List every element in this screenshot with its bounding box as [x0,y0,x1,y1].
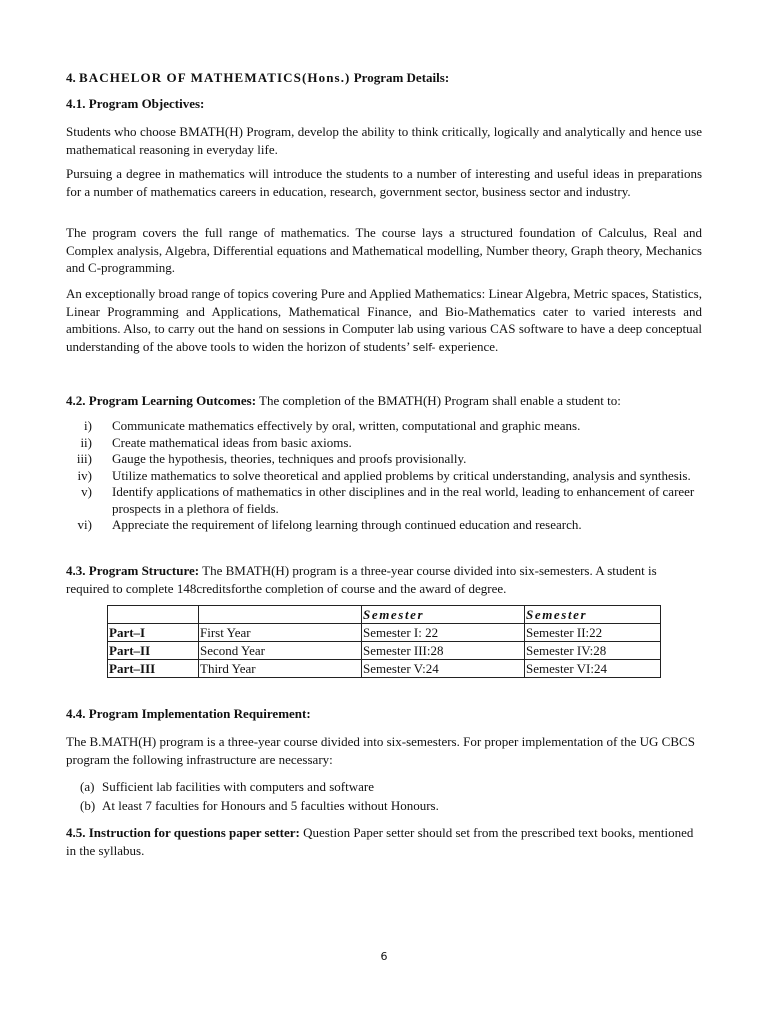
list-item: (b) At least 7 faculties for Honours and 5 faculties without Honours. [80,798,439,813]
list-item: iv) Utilize mathematics to solve theoretical and applied problems by critical understanding, analysis and synthesis. [77,467,691,483]
list-item: vi) Appreciate the requirement of lifelong learning through continued education and research. [77,517,582,532]
heading-suffix: Program Details: [350,70,450,85]
structure-paragraph: 4.3. Program Structure: The BMATH(H) program is a three-year course divided into six-semesters. A student is required to complete 148creditsforthe completion of course and the award of degree. [66,563,657,596]
table-row: Part–III Third Year Semester V:24 Semester VI:24 [108,660,661,678]
instruction-paragraph: 4.5. Instruction for questions paper setter: Question Paper setter should set from the prescribed text books, mentioned in the syllabus. [66,825,694,858]
heading-number: 4. [66,70,79,85]
list-item: ii) Create mathematical ideas from basic axioms. [80,434,352,450]
list-item: v) Identify applications of mathematics in other disciplines and in the real world, leading to enhancement of career prospects in a plethora of fields. [81,484,695,516]
list-item: iii) Gauge the hypothesis, theories, techniques and proofs provisionally. [76,451,467,466]
implementation-paragraph: The B.MATH(H) program is a three-year course divided into six-semesters. For proper implementation of the UG CBCS program the following infrastructure are necessary: [66,734,695,767]
implementation-title: 4.4. Program Implementation Requirement: [66,706,311,721]
outcomes-heading: 4.2. Program Learning Outcomes: The completion of the BMATH(H) Program shall enable a student to: [66,393,621,408]
objectives-paragraph-4: An exceptionally broad range of topics covering Pure and Applied Mathematics: Linear Algebra, Metric spaces, Statistics, Linear Programming and Applications, Mathematical Finance, and Bio-Mathematics cater to varied interests and ambitions. Also, to carry out the hand on sessions in Computer lab using various CAS software to have a deep conceptual understanding of the above tools to widen the horizon of students’ self- experience. [66,286,702,354]
program-structure-table [107,605,661,678]
table-row: Part–I First Year Semester I: 22 Semester II:22 [108,624,661,642]
implementation-list [80,777,439,815]
page-number: 6 [380,950,388,963]
heading-program-name: BACHELOR OF MATHEMATICS(Hons.) [79,70,351,85]
list-item: (a) Sufficient lab facilities with computers and software [80,779,374,794]
list-item: i) Communicate mathematics effectively by oral, written, computational and graphic means. [84,418,581,433]
table-row: Part–II Second Year Semester III:28 Semester IV:28 [108,642,661,660]
objectives-title: 4.1. Program Objectives: [66,96,205,111]
outcomes-list [66,418,702,534]
objectives-paragraph-3: The program covers the full range of mathematics. The course lays a structured foundation of Calculus, Real and Complex analysis, Algebra, Differential equations and Mathematical modelling, Number theory, Graph theory, Mechanics and C-programming. [66,225,702,275]
objectives-paragraph-2: Pursuing a degree in mathematics will introduce the students to a number of interesting and useful ideas in preparations for a number of mathematics careers in education, research, government sector, business sector and industry. [66,166,702,199]
table-header-row: Semester Semester [108,606,661,624]
objectives-paragraph-1: Students who choose BMATH(H) Program, develop the ability to think critically, logically and analytically and hence use mathematical reasoning in everyday life. [66,124,702,157]
section-heading [66,70,449,86]
